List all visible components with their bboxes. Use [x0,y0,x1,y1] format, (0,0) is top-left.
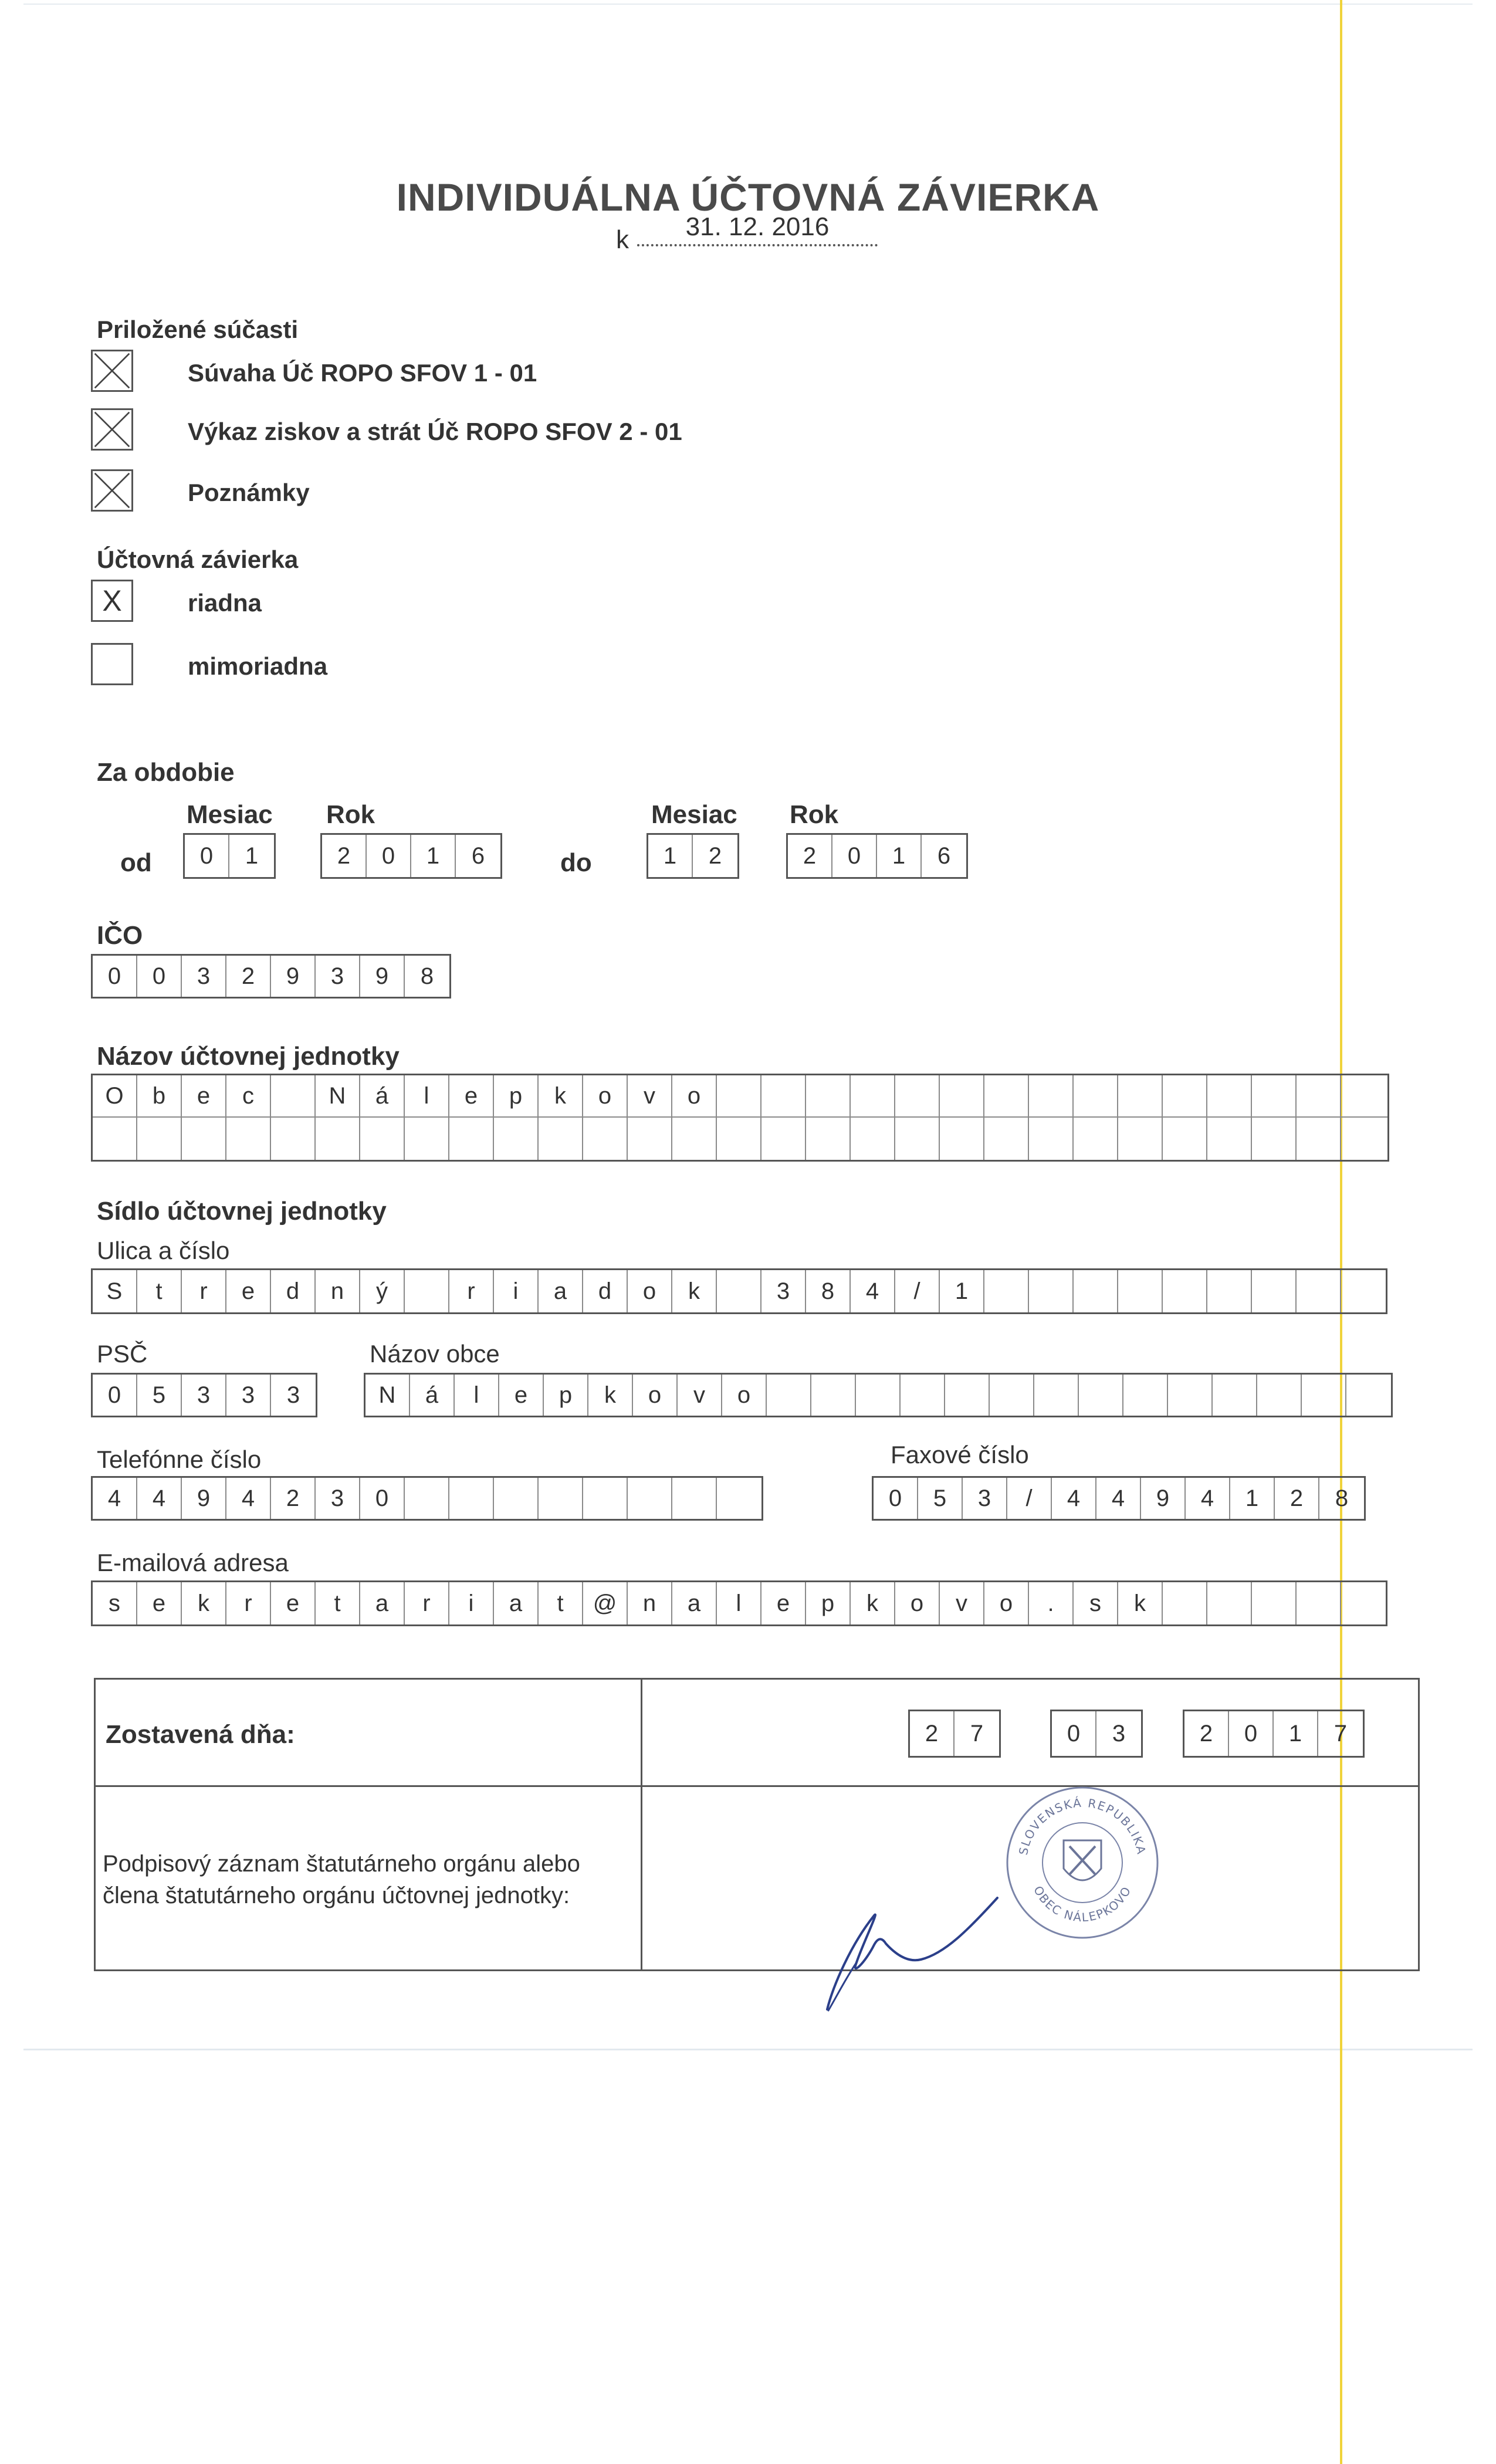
street-char: e [226,1270,271,1312]
entity-name-heading: Názov účtovnej jednotky [97,1042,400,1071]
street-char [405,1270,449,1312]
street-char: 8 [806,1270,851,1312]
entity-name-char: O [93,1075,137,1116]
entity-name-char [806,1075,851,1116]
entity-name-row-2 [93,1118,1387,1160]
phone-char [494,1478,539,1519]
street-char: d [583,1270,628,1312]
from-month-digit: 1 [245,842,259,869]
street-char [1341,1270,1386,1312]
phone-char [628,1478,672,1519]
phone-label: Telefónne číslo [97,1446,262,1473]
entity-name-char [360,1118,405,1160]
fax-char: 4 [1096,1478,1141,1519]
city-label: Názov obce [370,1340,500,1368]
entity-name-field[interactable] [91,1074,1389,1162]
street-char [1074,1270,1118,1312]
street-char: a [539,1270,583,1312]
entity-name-char: l [405,1075,449,1116]
ico-field[interactable] [91,954,451,999]
to-year-label: Rok [790,800,839,829]
compiled-month-field[interactable] [1050,1710,1143,1758]
street-char: n [316,1270,360,1312]
statement-type-heading: Účtovná závierka [97,546,299,573]
entity-name-char [182,1118,226,1160]
email-char: k [1118,1582,1163,1624]
from-year-label: Rok [326,800,375,829]
extraordinary-label: mimoriadna [188,652,328,680]
street-char: r [449,1270,494,1312]
email-char: l [717,1582,761,1624]
city-char [1168,1375,1213,1416]
phone-char [672,1478,717,1519]
email-char: e [137,1582,182,1624]
margin-line [1340,0,1342,2464]
street-label: Ulica a číslo [97,1237,230,1264]
city-char: v [678,1375,722,1416]
stamp-text-top: SLOVENSKÁ REPUBLIKA [1016,1795,1149,1856]
phone-char [583,1478,628,1519]
from-year-digit: 6 [471,842,485,869]
email-char: r [405,1582,449,1624]
phone-char: 2 [271,1478,316,1519]
email-char: a [360,1582,405,1624]
phone-char [449,1478,494,1519]
panel-divider-horizontal [94,1785,1420,1787]
entity-name-char [226,1118,271,1160]
fax-field[interactable] [872,1476,1366,1521]
to-label: do [560,848,592,877]
email-char: e [761,1582,806,1624]
compiled-day-field[interactable] [908,1710,1001,1758]
fax-label: Faxové číslo [891,1441,1029,1468]
to-month-digit: 2 [708,842,722,869]
city-char: o [633,1375,678,1416]
entity-name-char [1341,1075,1386,1116]
entity-name-char [1297,1075,1341,1116]
psc-char: 3 [286,1382,300,1408]
phone-char: 4 [137,1478,182,1519]
ico-heading: IČO [97,921,143,950]
checkbox-balance-sheet[interactable] [91,350,133,392]
sheet-bottom-edge [23,2049,1473,2050]
statement-date: 31. 12. 2016 [637,212,878,246]
psc-char: 3 [226,1375,271,1416]
street-field[interactable] [91,1268,1387,1314]
city-field[interactable] [364,1373,1393,1417]
attachment-label-notes: Poznámky [188,479,310,506]
email-char [1207,1582,1252,1624]
compiled-year-digit: 1 [1274,1711,1318,1756]
from-month-field[interactable] [183,833,276,879]
street-char [984,1270,1029,1312]
to-year-field[interactable] [786,833,968,879]
date-prefix: k [616,225,629,254]
regular-label: riadna [188,589,262,617]
email-char: k [851,1582,895,1624]
city-char: o [722,1375,767,1416]
entity-name-char: e [182,1075,226,1116]
street-char: ý [360,1270,405,1312]
email-char: r [226,1582,271,1624]
entity-name-char [1118,1075,1163,1116]
fax-char: 2 [1275,1478,1319,1519]
date-line [616,212,878,259]
entity-name-char: e [449,1075,494,1116]
email-char: t [539,1582,583,1624]
entity-name-char: o [672,1075,717,1116]
city-char: p [544,1375,588,1416]
street-char [1207,1270,1252,1312]
entity-name-char: k [539,1075,583,1116]
email-char [1297,1582,1341,1624]
phone-char [539,1478,583,1519]
email-char: o [895,1582,940,1624]
entity-name-char [93,1118,137,1160]
entity-name-char [895,1118,940,1160]
city-char [1079,1375,1123,1416]
from-year-field[interactable] [320,833,502,879]
phone-field[interactable] [91,1476,763,1521]
entity-name-char [851,1075,895,1116]
phone-char [717,1478,761,1519]
psc-field[interactable] [91,1373,317,1417]
city-char: l [455,1375,499,1416]
compiled-month-digit: 3 [1112,1720,1126,1747]
city-char [945,1375,990,1416]
compiled-year-digit: 2 [1184,1711,1229,1756]
to-year-digit: 1 [877,835,922,877]
city-char [1302,1375,1346,1416]
phone-char: 3 [316,1478,360,1519]
entity-name-char: N [316,1075,360,1116]
signature-label-line-2: člena štatutárneho orgánu účtovnej jednotky: [103,1883,570,1908]
entity-name-char [1252,1118,1297,1160]
ico-digit: 9 [360,956,405,997]
ico-digit: 3 [316,956,360,997]
entity-name-row-1 [93,1075,1387,1118]
city-char [1123,1375,1168,1416]
entity-name-char [1029,1118,1074,1160]
city-char [1034,1375,1079,1416]
period-heading: Za obdobie [97,758,235,787]
email-char: t [316,1582,360,1624]
sheet-top-edge [23,4,1473,5]
entity-name-char [761,1118,806,1160]
email-char: a [494,1582,539,1624]
entity-name-char [1074,1118,1118,1160]
entity-name-char [851,1118,895,1160]
street-char: t [137,1270,182,1312]
entity-name-char: o [583,1075,628,1116]
entity-name-char [628,1118,672,1160]
entity-name-char [717,1118,761,1160]
fax-char: 1 [1230,1478,1275,1519]
city-char: N [365,1375,410,1416]
city-char [990,1375,1034,1416]
checkbox-regular[interactable]: X [91,580,133,622]
signature-label-line-1: Podpisový záznam štatutárneho orgánu alebo [103,1851,580,1877]
city-char [856,1375,901,1416]
from-year-digit: 2 [322,835,367,877]
ico-digit: 0 [137,956,182,997]
entity-name-char [806,1118,851,1160]
phone-char: 0 [360,1478,405,1519]
checkbox-profit-loss[interactable] [91,408,133,451]
street-char [717,1270,761,1312]
entity-name-char [1207,1118,1252,1160]
entity-name-char [1341,1118,1386,1160]
street-char: o [628,1270,672,1312]
entity-name-char: v [628,1075,672,1116]
document-title: INDIVIDUÁLNA ÚČTOVNÁ ZÁVIERKA [396,175,1100,219]
email-char [1163,1582,1207,1624]
entity-name-char [717,1075,761,1116]
email-char [1341,1582,1386,1624]
entity-name-char [761,1075,806,1116]
entity-name-char [1163,1075,1207,1116]
city-char: á [410,1375,455,1416]
entity-name-char [539,1118,583,1160]
email-char: s [93,1582,137,1624]
fax-char: / [1007,1478,1052,1519]
entity-name-char [1297,1118,1341,1160]
email-char: @ [583,1582,628,1624]
to-month-digit: 1 [648,835,693,877]
attachments-heading: Priložené súčasti [97,316,299,343]
seat-heading: Sídlo účtovnej jednotky [97,1197,387,1226]
entity-name-char [895,1075,940,1116]
entity-name-char [672,1118,717,1160]
attachment-label-profit-loss: Výkaz ziskov a strát Úč ROPO SFOV 2 - 01 [188,418,682,445]
city-char [901,1375,945,1416]
to-year-digit: 6 [937,842,951,869]
ico-digit: 3 [182,956,226,997]
entity-name-char [271,1075,316,1116]
email-char: o [984,1582,1029,1624]
entity-name-char [1118,1118,1163,1160]
entity-name-char [449,1118,494,1160]
compiled-day-digit: 7 [970,1720,984,1747]
entity-name-char [1207,1075,1252,1116]
checkbox-notes[interactable] [91,469,133,512]
street-char: i [494,1270,539,1312]
entity-name-char [271,1118,316,1160]
entity-name-char [984,1075,1029,1116]
compiled-year-digit: 0 [1229,1711,1274,1756]
street-char: 1 [940,1270,984,1312]
entity-name-char [1163,1118,1207,1160]
entity-name-char [316,1118,360,1160]
compiled-month-digit: 0 [1052,1711,1096,1756]
entity-name-char: c [226,1075,271,1116]
street-char: k [672,1270,717,1312]
entity-name-char [137,1118,182,1160]
city-char [1213,1375,1257,1416]
fax-char: 4 [1052,1478,1096,1519]
entity-name-char: b [137,1075,182,1116]
email-char [1252,1582,1297,1624]
entity-name-char: p [494,1075,539,1116]
compiled-year-digit: 7 [1333,1720,1348,1747]
handwritten-signature [810,1874,1056,2018]
city-char [1346,1375,1391,1416]
street-char: / [895,1270,940,1312]
ico-digit: 9 [271,956,316,997]
city-char [1257,1375,1302,1416]
email-char: e [271,1582,316,1624]
from-month-digit: 0 [185,835,229,877]
email-label: E-mailová adresa [97,1549,289,1576]
entity-name-char [583,1118,628,1160]
fax-char: 9 [1141,1478,1186,1519]
entity-name-char [940,1075,984,1116]
street-char: 4 [851,1270,895,1312]
street-char: r [182,1270,226,1312]
entity-name-char [984,1118,1029,1160]
compiled-label: Zostavená dňa: [106,1720,295,1749]
entity-name-char [1074,1075,1118,1116]
psc-char: 0 [93,1375,137,1416]
fax-char: 3 [963,1478,1007,1519]
psc-char: 5 [137,1375,182,1416]
city-char [767,1375,811,1416]
street-char: S [93,1270,137,1312]
ico-digit: 8 [420,963,434,989]
email-char: p [806,1582,851,1624]
entity-name-char [1029,1075,1074,1116]
entity-name-char [1252,1075,1297,1116]
street-char [1297,1270,1341,1312]
street-char [1029,1270,1074,1312]
compiled-year-field[interactable] [1183,1710,1365,1758]
city-char: k [588,1375,633,1416]
ico-digit: 0 [93,956,137,997]
phone-char: 4 [93,1478,137,1519]
from-year-digit: 0 [367,835,411,877]
email-field[interactable] [91,1580,1387,1626]
email-char: k [182,1582,226,1624]
phone-char [405,1478,449,1519]
street-char: 3 [761,1270,806,1312]
email-char: s [1074,1582,1118,1624]
entity-name-char [940,1118,984,1160]
fax-char: 0 [874,1478,918,1519]
to-year-digit: 0 [832,835,877,877]
phone-char: 9 [182,1478,226,1519]
street-char [1118,1270,1163,1312]
email-char: . [1029,1582,1074,1624]
from-month-label: Mesiac [187,800,273,829]
entity-name-char [405,1118,449,1160]
entity-name-char: á [360,1075,405,1116]
street-char [1163,1270,1207,1312]
email-char: a [672,1582,717,1624]
to-year-digit: 2 [788,835,832,877]
to-month-label: Mesiac [651,800,737,829]
fax-char: 5 [918,1478,963,1519]
fax-char: 8 [1335,1485,1349,1511]
city-char: e [499,1375,544,1416]
psc-char: 3 [182,1375,226,1416]
email-char: v [940,1582,984,1624]
panel-divider-vertical [641,1678,642,1971]
entity-name-char [494,1118,539,1160]
street-char: d [271,1270,316,1312]
checkbox-extraordinary[interactable] [91,643,133,685]
signature-label [103,1848,580,1911]
to-month-field[interactable] [647,833,739,879]
email-char: n [628,1582,672,1624]
from-label: od [120,848,152,877]
phone-char: 4 [226,1478,271,1519]
city-char [811,1375,856,1416]
from-year-digit: 1 [411,835,456,877]
fax-char: 4 [1186,1478,1230,1519]
email-char: i [449,1582,494,1624]
ico-digit: 2 [226,956,271,997]
attachment-label-balance-sheet: Súvaha Úč ROPO SFOV 1 - 01 [188,359,537,387]
psc-label: PSČ [97,1340,148,1368]
stamp-text-bottom: OBEC NÁLEPKOVO [1031,1883,1134,1925]
street-char [1252,1270,1297,1312]
compiled-day-digit: 2 [910,1711,955,1756]
